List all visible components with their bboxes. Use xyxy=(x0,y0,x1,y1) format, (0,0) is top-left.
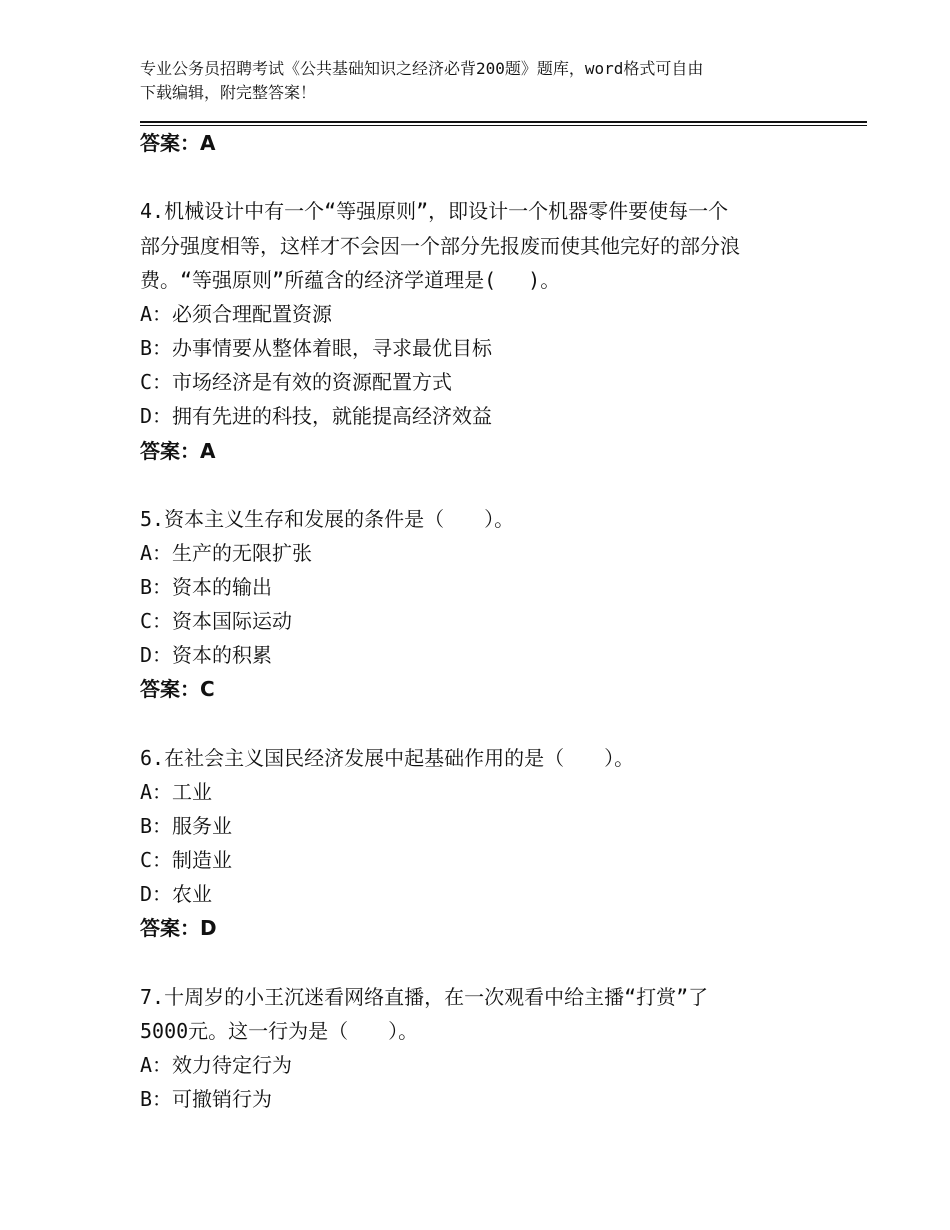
option-b: B：服务业 xyxy=(140,814,233,838)
header-text xyxy=(140,57,820,105)
option-b: B：可撤销行为 xyxy=(140,1087,273,1111)
option-a: A：生产的无限扩张 xyxy=(140,541,313,565)
option-d: D：资本的积累 xyxy=(140,643,273,667)
answer-line: 答案：D xyxy=(140,916,217,940)
header-text-line-1: 专业公务员招聘考试《公共基础知识之经济必背200题》题库，word格式可自由 xyxy=(140,59,704,78)
answer-line: 答案：A xyxy=(140,439,216,463)
question-stem: 7.十周岁的小王沉迷看网络直播，在一次观看中给主播“打赏”了 xyxy=(140,985,709,1009)
question-stem: 费。“等强原则”所蕴含的经济学道理是( )。 xyxy=(140,268,561,292)
option-b: B：办事情要从整体着眼，寻求最优目标 xyxy=(140,336,493,360)
question-stem: 4.机械设计中有一个“等强原则”，即设计一个机器零件要使每一个 xyxy=(140,199,729,223)
option-d: D：拥有先进的科技，就能提高经济效益 xyxy=(140,404,493,428)
option-c: C：制造业 xyxy=(140,848,233,872)
question-stem: 5.资本主义生存和发展的条件是（ ）。 xyxy=(140,507,515,531)
option-b: B：资本的输出 xyxy=(140,575,273,599)
answer-line: 答案：C xyxy=(140,677,215,701)
option-c: C：资本国际运动 xyxy=(140,609,293,633)
question-stem: 部分强度相等，这样才不会因一个部分先报废而使其他完好的部分浪 xyxy=(140,234,740,258)
header-text-line-2: 下载编辑，附完整答案！ xyxy=(140,83,317,102)
question-stem: 6.在社会主义国民经济发展中起基础作用的是（ ）。 xyxy=(140,746,635,770)
question-stem: 5000元。这一行为是（ ）。 xyxy=(140,1019,419,1043)
header-divider-thick xyxy=(140,121,867,123)
option-a: A：工业 xyxy=(140,780,213,804)
option-a: A：必须合理配置资源 xyxy=(140,302,333,326)
option-d: D：农业 xyxy=(140,882,213,906)
option-c: C：市场经济是有效的资源配置方式 xyxy=(140,370,453,394)
answer-line: 答案：A xyxy=(140,131,216,155)
header-divider-thin xyxy=(140,125,867,126)
option-a: A：效力待定行为 xyxy=(140,1053,293,1077)
